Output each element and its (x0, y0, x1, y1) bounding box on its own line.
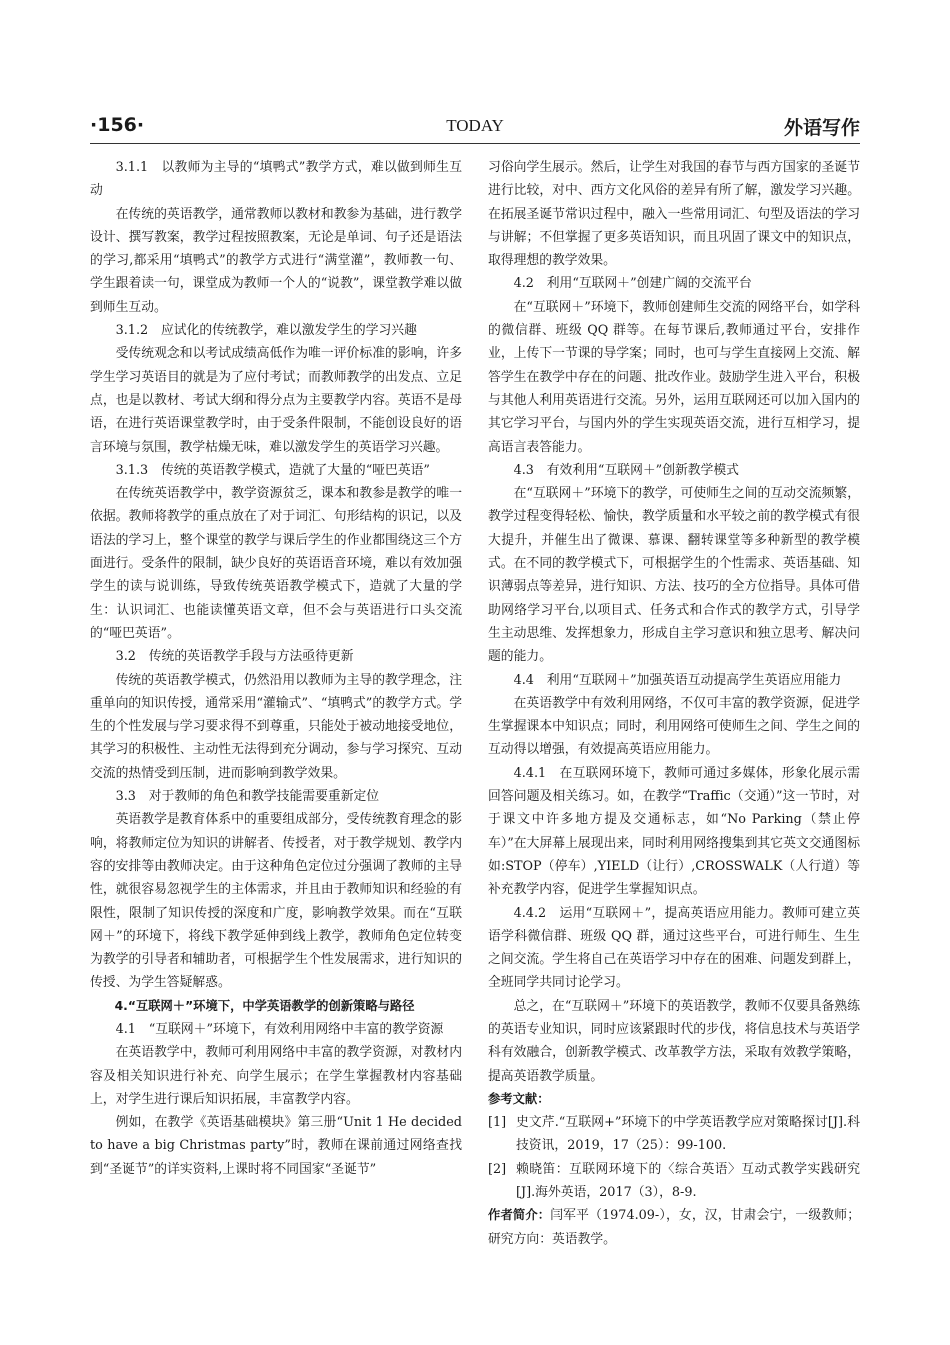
reference-text: 赖晓笛：互联网环境下的〈综合英语〉互动式教学实践研究[J].海外英语，2017（3），8-9. (516, 1161, 860, 1201)
section-3-3-paragraph: 英语教学是教育体系中的重要组成部分，受传统教育理念的影响，将教师定位为知识的讲解者、传授者，对于教学规划、教学内容的安排等由教师决定。由于这种角色定位过分强调了教师的主导性，就很容易忽视学生的主体需求，并且由于教师知识和经验的有限性，限制了知识传授的深度和广度，影响教学效果。而在“互联网＋”的环境下，将线下教学延伸到线上教学，教师角色定位转变为教学的引导者和辅助者，可根据学生个性发展需求，进行知识的传授、为学生答疑解惑。 (90, 812, 462, 991)
section-3-1-1-heading: 3.1.1 以教师为主导的“填鸭式”教学方式，难以做到师生互动 (90, 160, 462, 199)
section-4-heading: 4.“互联网＋”环境下，中学英语教学的创新策略与路径 (114, 998, 415, 1013)
author-bio-text: 闫军平（1974.09-），女，汉，甘肃会宁，一级教师；研究方向：英语教学。 (488, 1208, 860, 1247)
reference-number: [2] (488, 1161, 507, 1177)
section-3-1-3-paragraph: 在传统英语教学中，教学资源贫乏，课本和教参是教学的唯一依据。教师将教学的重点放在了对于词汇、句形结构的识记，以及语法的学习上，整个课堂的教学与课后学生的作业都围绕这三个方面进行。受条件的限制，缺少良好的英语语音环境，难以有效加强学生的读与说训练，导致传统英语教学模式下，造就了大量的学生：认识词汇、也能读懂英语文章，但不会与英语进行口头交流的“哑巴英语”。 (90, 486, 462, 641)
journal-title: 外语写作 (783, 117, 860, 139)
conclusion-paragraph: 总之，在“互联网＋”环境下的英语教学，教师不仅要具备熟练的英语专业知识，同时应该紧跟时代的步伐，将信息技术与英语学科有效融合，创新教学模式、改革教学方法，采取有效教学策略，提高英语教学质量。 (488, 998, 860, 1084)
continued-paragraph: 习俗向学生展示。然后，让学生对我国的春节与西方国家的圣诞节进行比较，对中、西方文化风俗的差异有所了解，激发学习兴趣。在拓展圣诞节常识过程中，融入一些常用词汇、句型及语法的学习与讲解；不但掌握了更多英语知识，而且巩固了课文中的知识点，取得理想的教学效果。 (488, 160, 860, 269)
reference-item (488, 1158, 860, 1205)
section-3-1-2-heading: 3.1.2 应试化的传统教学，难以激发学生的学习兴趣 (115, 323, 417, 339)
section-3-1-3-heading: 3.1.3 传统的英语教学模式，造就了大量的“哑巴英语” (115, 462, 430, 478)
section-4-2-paragraph: 在“互联网＋”环境下，教师创建师生交流的网络平台，如学科的微信群、班级 QQ 群等。在每节课后,教师通过平台，安排作业，上传下一节课的导学案；同时，也可与学生直接网上交流、解答学生在教学中存在的问题、批改作业。鼓励学生进入平台，积极与其他人利用英语进行交流。另外，运用互联网还可以加入国内的其它学习平台，与国内外的学生实现英语交流，进行互相学习，提高语言表答能力。 (488, 299, 860, 455)
section-4-4-2-paragraph: 4.4.2 运用“互联网＋”，提高英语应用能力。教师可建立英语学科微信群、班级 QQ 群，通过这些平台，可进行师生、生生之间交流。学生将自己在英语学习中存在的困难、问题发到群上，全班同学共同讨论学习。 (488, 905, 860, 991)
header-center-title: TODAY (446, 116, 504, 135)
section-4-1-paragraph-1: 在英语教学中，教师可利用网络中丰富的教学资源，对教材内容及相关知识进行补充、向学生展示；在学生掌握教材内容基础上，对学生进行课后知识拓展，丰富教学内容。 (90, 1045, 462, 1107)
section-4-4-heading: 4.4 利用“互联网＋”加强英语互动提高学生英语应用能力 (513, 672, 842, 688)
page-number: ·156· (90, 114, 145, 136)
section-4-4-1-paragraph: 4.4.1 在互联网环境下，教师可通过多媒体，形象化展示需回答问题及相关练习。如，在教学“Traffic（交通）”这一节时，对于课文中许多地方提及交通标志，如“No Parking（禁止停车）”在大屏幕上展现出来，同时利用网络搜集到其它英文交通图标如:STOP（停车）,YIELD（让行）,CROSSWALK（人行道）等补充教学内容，促进学生掌握知识点。 (488, 765, 860, 898)
section-4-3-heading: 4.3 有效利用“互联网＋”创新教学模式 (513, 462, 739, 478)
section-4-3-paragraph: 在“互联网＋”环境下的教学，可使师生之间的互动交流频繁，教学过程变得轻松、愉快，教学质量和水平较之前的教学模式有很大提升，并催生出了微课、慕课、翻转课堂等多种新型的教学模式。在不同的教学模式下，可根据学生的个性需求、英语基础、知识薄弱点等差异，进行知识、方法、技巧的全方位指导。具体可借助网络学习平台,以项目式、任务式和合作式的教学方式，引导学生主动思维、发挥想象力，形成自主学习意识和独立思考、解决问题的能力。 (488, 486, 860, 665)
section-3-1-2-paragraph: 受传统观念和以考试成绩高低作为唯一评价标准的影响，许多学生学习英语目的就是为了应付考试；而教师教学的出发点、立足点，也是以教材、考试大纲和得分点为主要教学内容。英语不是母语，在进行英语课堂教学时，由于受条件限制，不能创设良好的语言环境与氛围，教学枯燥无味，难以激发学生的英语学习兴趣。 (90, 346, 462, 455)
reference-number: [1] (488, 1115, 507, 1131)
author-bio (488, 1204, 860, 1251)
reference-text: 史文芹.“互联网+”环境下的中学英语教学应对策略探讨[J].科技资讯，2019，17（25）：99-100. (516, 1115, 860, 1154)
references-heading: 参考文献： (488, 1091, 550, 1106)
section-3-2-heading: 3.2 传统的英语教学手段与方法亟待更新 (115, 649, 354, 665)
right-column (488, 156, 860, 1251)
section-3-2-paragraph: 传统的英语教学模式，仍然沿用以教师为主导的教学理念，注重单向的知识传授，通常采用“灌输式”、“填鸭式”的教学方式。学生的个性发展与学习要求得不到尊重，只能处于被动地接受地位，其学习的积极性、主动性无法得到充分调动，参与学习探究、互动交流的热情受到压制，进而影响到教学效果。 (90, 672, 462, 781)
header-rule (90, 143, 860, 144)
author-bio-label: 作者简介： (488, 1208, 551, 1223)
section-4-2-heading: 4.2 利用“互联网＋”创建广阔的交流平台 (513, 276, 752, 292)
section-4-4-paragraph: 在英语教学中有效利用网络，不仅可丰富的教学资源，促进学生掌握课本中知识点；同时，利用网络可使师生之间、学生之间的互动得以增强，有效提高英语应用能力。 (488, 695, 860, 758)
reference-item (488, 1111, 860, 1158)
section-4-1-paragraph-2: 例如，在教学《英语基础模块》第三册“Unit 1 He decided to have a big Christmas party”时，教师在课前通过网络查找到“圣诞节”的详实资料,上课时将不同国家“圣诞节” (90, 1115, 462, 1177)
section-3-3-heading: 3.3 对于教师的角色和教学技能需要重新定位 (115, 789, 380, 805)
page-header (90, 110, 860, 144)
left-column (90, 156, 462, 1181)
section-3-1-1-paragraph: 在传统的英语教学，通常教师以教材和教参为基础，进行教学设计、撰写教案，教学过程按照教案，无论是单词、句子还是语法的学习,都采用“填鸭式”的教学方式进行“满堂灌”，教师教一句、学生跟着读一句，课堂成为教师一个人的“说教”，课堂教学难以做到师生互动。 (90, 206, 462, 315)
section-4-1-heading: 4.1 “互联网＋”环境下，有效利用网络中丰富的教学资源 (115, 1021, 444, 1037)
